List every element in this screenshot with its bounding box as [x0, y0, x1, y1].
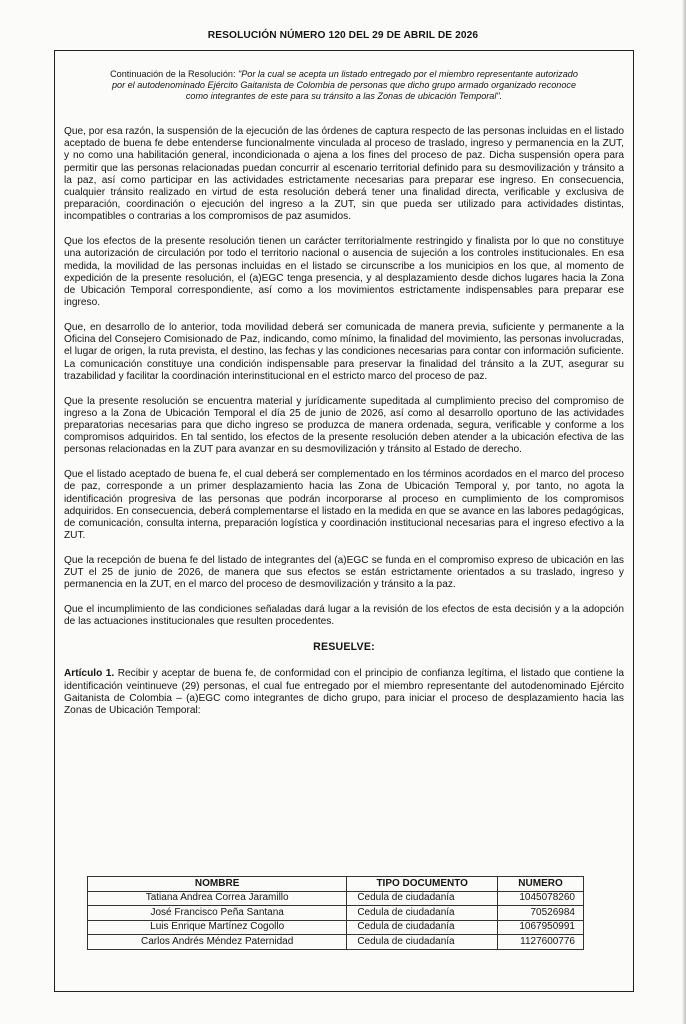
document-number-cell: 1067950991: [498, 920, 584, 935]
continuation-prefix: Continuación de la Resolución:: [110, 69, 238, 79]
person-name-cell: Tatiana Andrea Correa Jaramillo: [88, 891, 347, 906]
considerando-paragraph: Que, en desarrollo de lo anterior, toda movilidad deberá ser comunicada de manera previa, suficiente y permanente a la Oficina del Consejero Comisionado de Paz, indicando, como mínimo, la finalidad del movimiento, las personas involucradas, el lugar de origen, la ruta prevista, el destino, las fechas y las condiciones necesarias para contar con información suficiente. La comunicación constituye una condición indispensable para preservar la finalidad del tránsito a la ZUT, asegurar su trazabilidad y facilitar la coordinación interinstitucional en el estricto marco del proceso de paz.: [64, 322, 624, 382]
document-number-cell: 1045078260: [498, 891, 584, 906]
document-type-cell: Cedula de ciudadanía: [347, 906, 498, 921]
table-row: [88, 935, 584, 950]
continuation-note: [106, 69, 582, 102]
persons-table: [87, 876, 584, 950]
page-shadow-edge: [682, 0, 686, 1024]
column-header-tipo-documento: TIPO DOCUMENTO: [347, 877, 498, 892]
considerando-paragraph: Que los efectos de la presente resolución tienen un carácter territorialmente restringido y finalista por lo que no constituye una autorización de circulación por todo el territorio nacional o ausencia de sujeción a los controles institucionales. En esa medida, la movilidad de las personas incluidas en el listado se circunscribe a los municipios en los que, al momento de expedición de la presente resolución, el (a)EGC tenga presencia, y al desplazamiento desde dichos lugares hacia la Zona de Ubicación Temporal correspondiente, así como a los movimientos estrictamente indispensables para preparar ese ingreso.: [64, 236, 624, 309]
resuelve-heading: RESUELVE:: [313, 641, 375, 654]
continuation-quote: "Por la cual se acepta un listado entregado por el miembro representante autorizado por el autodenominado Ejército Gaitanista de Colombia de personas que dicho grupo armado organizado reconoce como integrantes de este para su tránsito a las Zonas de ubicación Temporal".: [111, 69, 578, 101]
article-1-label: Artículo 1.: [64, 668, 115, 680]
resolution-title: RESOLUCIÓN NÚMERO 120 DEL 29 DE ABRIL DE 2026: [207, 30, 479, 41]
column-header-numero: NUMERO: [498, 877, 584, 892]
article-1-text: Recibir y aceptar de buena fe, de conformidad con el principio de confianza legítima, el listado que contiene la identificación veintinueve (29) personas, el cual fue entregado por el miembro representante del autodenominado Ejército Gaitanista de Colombia – (a)EGC como integrantes de dicho grupo, para iniciar el proceso de desplazamiento hacia las Zonas de Ubicación Temporal:: [64, 668, 624, 717]
document-number-cell: 1127600776: [498, 935, 584, 950]
considerando-paragraph: Que la recepción de buena fe del listado de integrantes del (a)EGC se funda en el compromiso expreso de ubicación en las ZUT el 25 de junio de 2026, de manera que sus efectos se están estrictamente orientados a su traslado, ingreso y permanencia en la ZUT, en el marco del proceso de desmovilización y tránsito a la paz.: [64, 555, 624, 591]
document-type-cell: Cedula de ciudadanía: [347, 920, 498, 935]
considerando-paragraph: Que la presente resolución se encuentra material y jurídicamente supeditada al cumplimiento preciso del compromiso de ingreso a la Zona de Ubicación Temporal el día 25 de junio de 2026, así como al desarrollo oportuno de las actividades preparatorias necesarias para que dicho ingreso se produzca de manera ordenada, segura, verificable y conforme a los compromisos adquiridos. En tal sentido, los efectos de la presente resolución deben atender a la ubicación efectiva de las personas relacionadas en la ZUT para avanzar en su desmovilización y tránsito al Estado de derecho.: [64, 395, 624, 456]
considerando-paragraph: Que el incumplimiento de las condiciones señaladas dará lugar a la revisión de los efectos de esta decisión y a la adopción de las actuaciones institucionales que resulten procedentes.: [64, 604, 624, 628]
considerando-paragraph: Que, por esa razón, la suspensión de la ejecución de las órdenes de captura respecto de las personas incluidas en el listado aceptado de buena fe debe entenderse funcionalmente vinculada al proceso de traslado, ingreso y permanencia en la ZUT, y no como una habilitación general, incondicionada o ajena a los fines del proceso de paz. Dicha suspensión opera para permitir que las personas relacionadas puedan concurrir al escenario territorial definido para su desmovilización y tránsito a la paz, así como participar en las actividades estrictamente necesarias para preparar ese ingreso. En consecuencia, cualquier tránsito realizado en virtud de esta resolución deberá tener una finalidad directa, verificable y exclusiva de preparación, coordinación o ejecución del ingreso a la ZUT, sin que pueda ser utilizado para actividades distintas, incompatibles o contrarias a los compromisos de paz asumidos.: [64, 126, 624, 223]
document-type-cell: Cedula de ciudadanía: [347, 891, 498, 906]
article-1-paragraph: [64, 668, 624, 717]
table-row: [88, 906, 584, 921]
table-row: [88, 920, 584, 935]
person-name-cell: Carlos Andrés Méndez Paternidad: [88, 935, 347, 950]
person-name-cell: José Francisco Peña Santana: [88, 906, 347, 921]
document-type-cell: Cedula de ciudadanía: [347, 935, 498, 950]
table-header-row: [88, 877, 584, 892]
table-row: [88, 891, 584, 906]
document-number-cell: 70526984: [498, 906, 584, 921]
resolution-body: [64, 126, 624, 730]
person-name-cell: Luis Enrique Martínez Cogollo: [88, 920, 347, 935]
considerando-paragraph: Que el listado aceptado de buena fe, el cual deberá ser complementado en los términos acordados en el marco del proceso de paz, corresponde a un primer desplazamiento hacia las Zona de Ubicación Temporal y, por tanto, no agota la identificación progresiva de las personas que podrán incorporarse al proceso en cumplimiento de los compromisos adquiridos. En consecuencia, deberá complementarse el listado en la medida en que se avance en las labores pedagógicas, de comunicación, consulta interna, preparación logística y coordinación institucional necesarias para el ingreso efectivo a la ZUT.: [64, 469, 624, 542]
column-header-nombre: NOMBRE: [88, 877, 347, 892]
